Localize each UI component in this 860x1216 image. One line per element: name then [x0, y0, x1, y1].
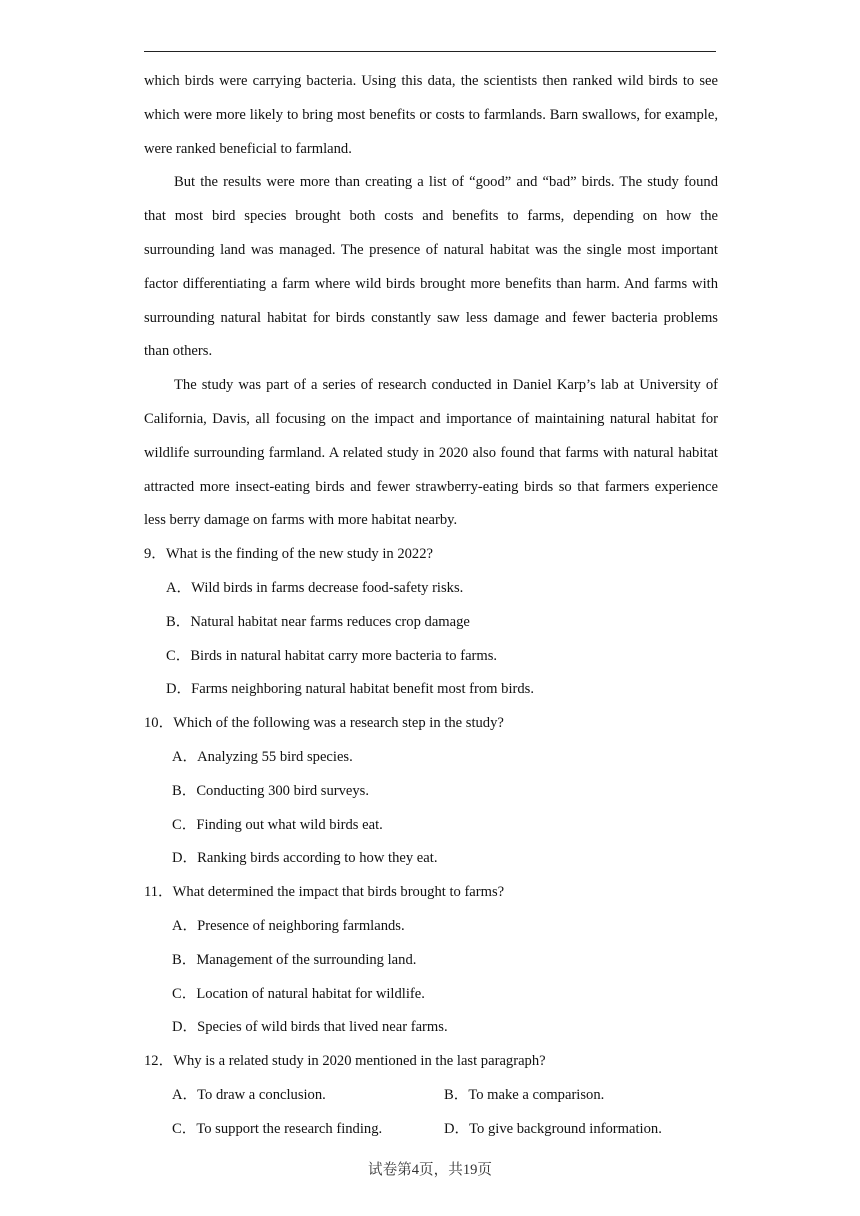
question-10	[144, 707, 718, 876]
option-c: C．Finding out what wild birds eat.	[172, 816, 383, 833]
option-c: C．Birds in natural habitat carry more bacteria to farms.	[166, 647, 498, 664]
option-d: D．Farms neighboring natural habitat benefit most from birds.	[166, 681, 535, 698]
question-11	[144, 876, 718, 1045]
question-9	[144, 538, 718, 707]
option-b: B．Management of the surrounding land.	[172, 951, 417, 968]
option-c: C．To support the research finding.	[172, 1120, 383, 1137]
option-b: B．Natural habitat near farms reduces crop damage	[166, 613, 470, 630]
question-12	[144, 1045, 718, 1146]
question-stem: 9．What is the finding of the new study in 2022?	[144, 546, 433, 563]
options-row	[144, 1113, 718, 1147]
option-a: A．Wild birds in farms decrease food-safety risks.	[166, 579, 464, 596]
option-d: D．To give background information.	[444, 1120, 662, 1137]
header-rule	[144, 51, 716, 52]
question-stem: 12．Why is a related study in 2020 mentioned in the last paragraph?	[144, 1053, 546, 1070]
option-c: C．Location of natural habitat for wildlife.	[172, 985, 425, 1002]
page-content	[144, 65, 718, 1147]
option-a: A．Analyzing 55 bird species.	[172, 748, 353, 765]
question-stem: 10．Which of the following was a research step in the study?	[144, 715, 504, 732]
option-a: A．Presence of neighboring farmlands.	[172, 917, 405, 934]
option-b: B．To make a comparison.	[444, 1086, 605, 1103]
passage-paragraph: The study was part of a series of research conducted in Daniel Karp’s lab at University of California, Davis, all focusing on the impact and importance of maintaining natural habitat for wildlife surrounding farmland. A related study in 2020 also found that farms with natural habitat attracted more insect-eating birds and fewer strawberry-eating birds so that farmers experience less berry damage on farms with more habitat nearby.	[144, 377, 718, 529]
passage-paragraph: But the results were more than creating a list of “good” and “bad” birds. The study found that most bird species brought both costs and benefits to farms, depending on how the surrounding land was managed. The presence of natural habitat was the single most important factor differentiating a farm where wild birds brought more benefits than harm. And farms with surrounding natural habitat for birds constantly saw less damage and fewer bacteria problems than others.	[144, 174, 718, 360]
option-d: D．Ranking birds according to how they eat.	[172, 850, 438, 867]
option-a: A．To draw a conclusion.	[172, 1086, 326, 1103]
page-footer: 试卷第4页，共19页	[367, 1162, 493, 1178]
option-b: B．Conducting 300 bird surveys.	[172, 782, 370, 799]
passage-paragraph: which birds were carrying bacteria. Using this data, the scientists then ranked wild birds to see which were more likely to bring most benefits or costs to farmlands. Barn swallows, for example, were ranked beneficial to farmland.	[144, 73, 718, 157]
options-row	[144, 1079, 718, 1113]
option-d: D．Species of wild birds that lived near farms.	[172, 1019, 448, 1036]
question-stem: 11．What determined the impact that birds brought to farms?	[144, 884, 505, 901]
